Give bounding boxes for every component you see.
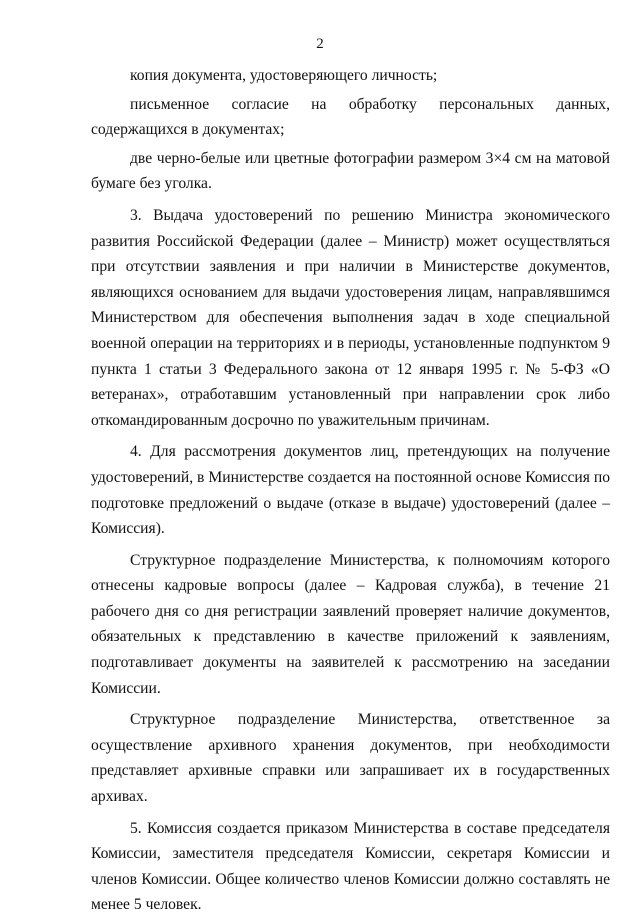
paragraph-hr-service: Структурное подразделение Министерства, к полномочиям которого отнесены кадровые вопросы (далее – Кадровая служба), в течение 21 рабочего дня со дня регистрации заявлений проверяет наличие документов, обязательных к представлению в качестве приложений к заявлениям, подготавливает документы на заявителей к рассмотрению на заседании Комиссии. xyxy=(91,551,610,697)
paragraph-archive-unit: Структурное подразделение Министерства, ответственное за осуществление архивного хранения документов, при необходимости представляет архивные справки или запрашивает их в государственных архивах. xyxy=(91,711,610,806)
document-body xyxy=(91,63,610,918)
paragraph-photos: две черно-белые или цветные фотографии размером 3×4 см на матовой бумаге без уголка. xyxy=(91,149,610,193)
paragraph-clause-4: 4. Для рассмотрения документов лиц, претендующих на получение удостоверений, в Министерстве создается на постоянной основе Комиссия по подготовке предложений о выдаче (отказе в выдаче) удостоверений (далее – Комиссия). xyxy=(91,443,610,538)
paragraph-consent: письменное согласие на обработку персональных данных, содержащихся в документах; xyxy=(91,95,610,139)
paragraph-id-document: копия документа, удостоверяющего личность; xyxy=(130,67,438,84)
page-number: 2 xyxy=(316,36,324,52)
paragraph-clause-3: 3. Выдача удостоверений по решению Министра экономического развития Российской Федерации (далее – Министр) может осуществляться при отсутствии заявления и при наличии в Министерстве документов, являющихся основанием для выдачи удостоверения лицам, направлявшимся Министерством для обеспечения выполнения задач в ходе специальной военной операции на территориях и в периоды, установленные подпунктом 9 пункта 1 статьи 3 Федерального закона от 12 января 1995 г. № 5-ФЗ «О ветеранах», отработавшим установленный при направлении срок либо откомандированным досрочно по уважительным причинам. xyxy=(91,206,610,429)
paragraph-clause-5: 5. Комиссия создается приказом Министерства в составе председателя Комиссии, заместителя председателя Комиссии, секретаря Комиссии и членов Комиссии. Общее количество членов Комиссии должно составлять не менее 5 человек. xyxy=(91,819,610,914)
